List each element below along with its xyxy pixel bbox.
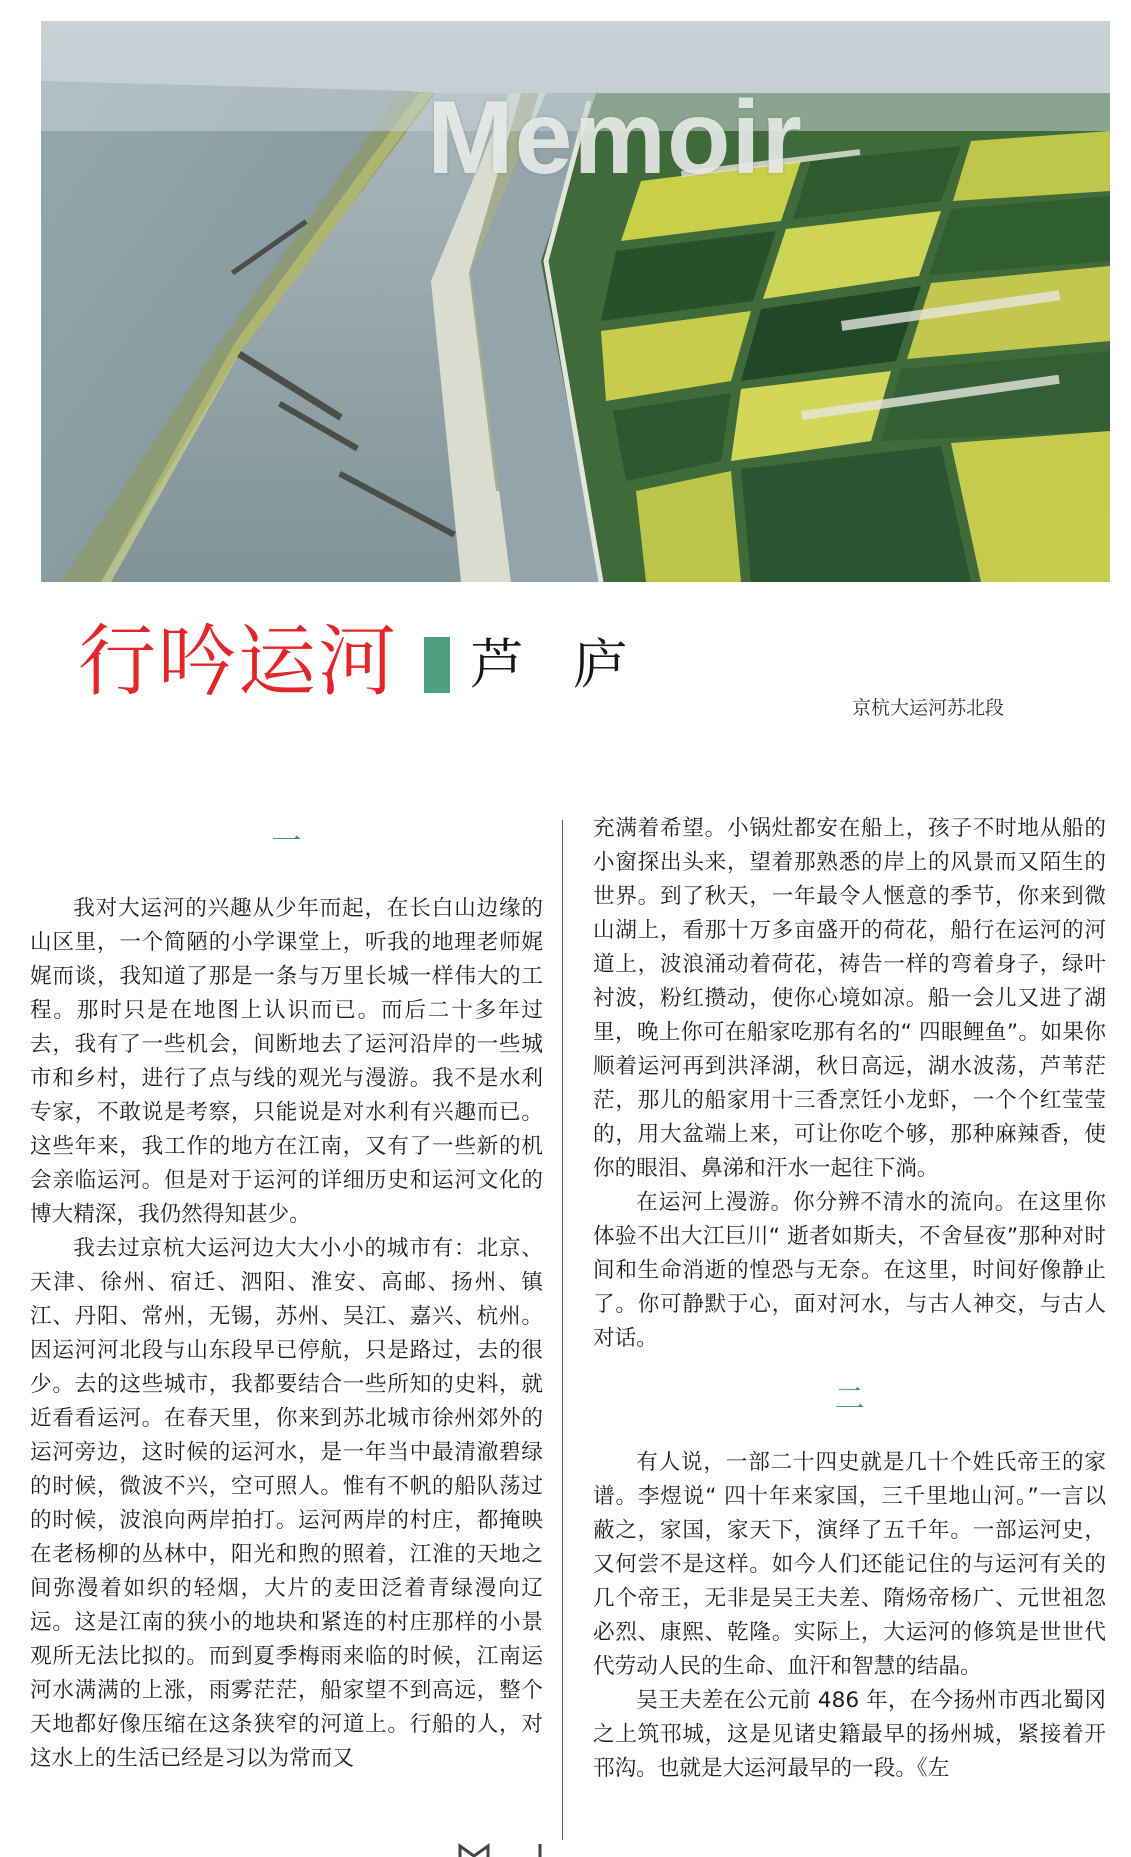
paragraph: 吴王夫差在公元前 486 年，在今扬州市西北蜀冈之上筑邗城，这是见诸史籍最早的扬州城，紧接着开邗沟。也就是大运河最早的一段。《左 [593,1688,1106,1781]
article-title: 行吟运河 [78,617,399,707]
section-number-one: 一 [271,824,302,859]
article-headline [78,612,643,712]
canal-aerial-photo [41,21,1110,582]
photo-caption: 京杭大运河苏北段 [852,697,1005,719]
memoir-tag: Memoir [427,80,803,196]
right-column [593,812,1106,1786]
paragraph: 在运河上漫游。你分辨不清水的流向。在这里你体验不出大江巨川“ 逝者如斯夫，不舍昼夜”那种对时间和生命消逝的惶恐与无奈。在这里，时间好像静止了。你可静默于心，面对河水，与古人神交，与古人对话。 [593,1190,1106,1351]
paragraph: 我对大运河的兴趣从少年而起，在长白山边缘的山区里，一个简陋的小学课堂上，听我的地理老师娓娓而谈，我知道了那是一条与万里长城一样伟大的工程。那时只是在地图上认识而已。而后二十多年过去，我有了一些机会，间断地去了运河沿岸的一些城市和乡村，进行了点与线的观光与漫游。我不是水利专家，不敢说是考察，只能说是对水利有兴趣而已。这些年来，我工作的地方在江南，又有了一些新的机会亲临运河。但是对于运河的详细历史和运河文化的博大精深，我仍然得知甚少。 [30,896,543,1227]
paragraph: 我去过京杭大运河边大大小小的城市有：北京、天津、徐州、宿迁、泗阳、淮安、高邮、扬州、镇江、丹阳、常州，无锡，苏州、吴江、嘉兴、杭州。因运河河北段与山东段早已停航，只是路过，去的很少。去的这些城市，我都要结合一些所知的史料，就近看看运河。在春天里，你来到苏北城市徐州郊外的运河旁边，这时候的运河水，是一年当中最清澈碧绿的时候，微波不兴，空可照人。惟有不帆的船队荡过的时候，波浪向两岸拍打。运河两岸的村庄，都掩映在老杨柳的丛林中，阳光和煦的照着，江淮的天地之间弥漫着如织的轻烟，大片的麦田泛着青绿漫向辽远。这是江南的狭小的地块和紧连的村庄那样的小景观所无法比拟的。而到夏季梅雨来临的时候，江南运河水满满的上涨，雨雾茫茫，船家望不到高远，整个天地都好像压缩在这条狭窄的河道上。行船的人，对这水上的生活已经是习以为常而又 [30,1236,543,1771]
title-divider-bar [424,637,450,693]
left-column [30,812,543,1776]
section-number-two: 二 [834,1382,865,1417]
paragraph-continued: 充满着希望。小锅灶都安在船上，孩子不时地从船的小窗探出头来，望着那熟悉的岸上的风景而又陌生的世界。到了秋天，一年最令人惬意的季节，你来到微山湖上，看那十万多亩盛开的荷花，船行在运河的河道上，波浪涌动着荷花，祷告一样的弯着身子，绿叶衬波，粉红攒动，使你心境如凉。船一会儿又进了湖里，晚上你可在船家吃那有名的“ 四眼鲤鱼”。如果你顺着运河再到洪泽湖，秋日高远，湖水波荡，芦苇茫茫，那儿的船家用十三香烹饪小龙虾，一个个红莹莹的，用大盆端上来，可让你吃个够，那种麻辣香，使你的眼泪、鼻涕和汗水一起往下淌。 [593,816,1106,1181]
footer-decoration [440,1842,580,1857]
paragraph: 有人说，一部二十四史就是几十个姓氏帝王的家谱。李煜说“ 四十年来家国，三千里地山河。”一言以蔽之，家国，家天下，演绎了五千年。一部运河史，又何尝不是这样。如今人们还能记住的与运河有关的几个帝王，无非是吴王夫差、隋炀帝杨广、元世祖忽必烈、康熙、乾隆。实际上，大运河的修筑是世世代代劳动人民的生命、血汗和智慧的结晶。 [593,1450,1106,1679]
author-name: 芦 庐 [470,633,644,696]
column-divider [562,820,563,1840]
